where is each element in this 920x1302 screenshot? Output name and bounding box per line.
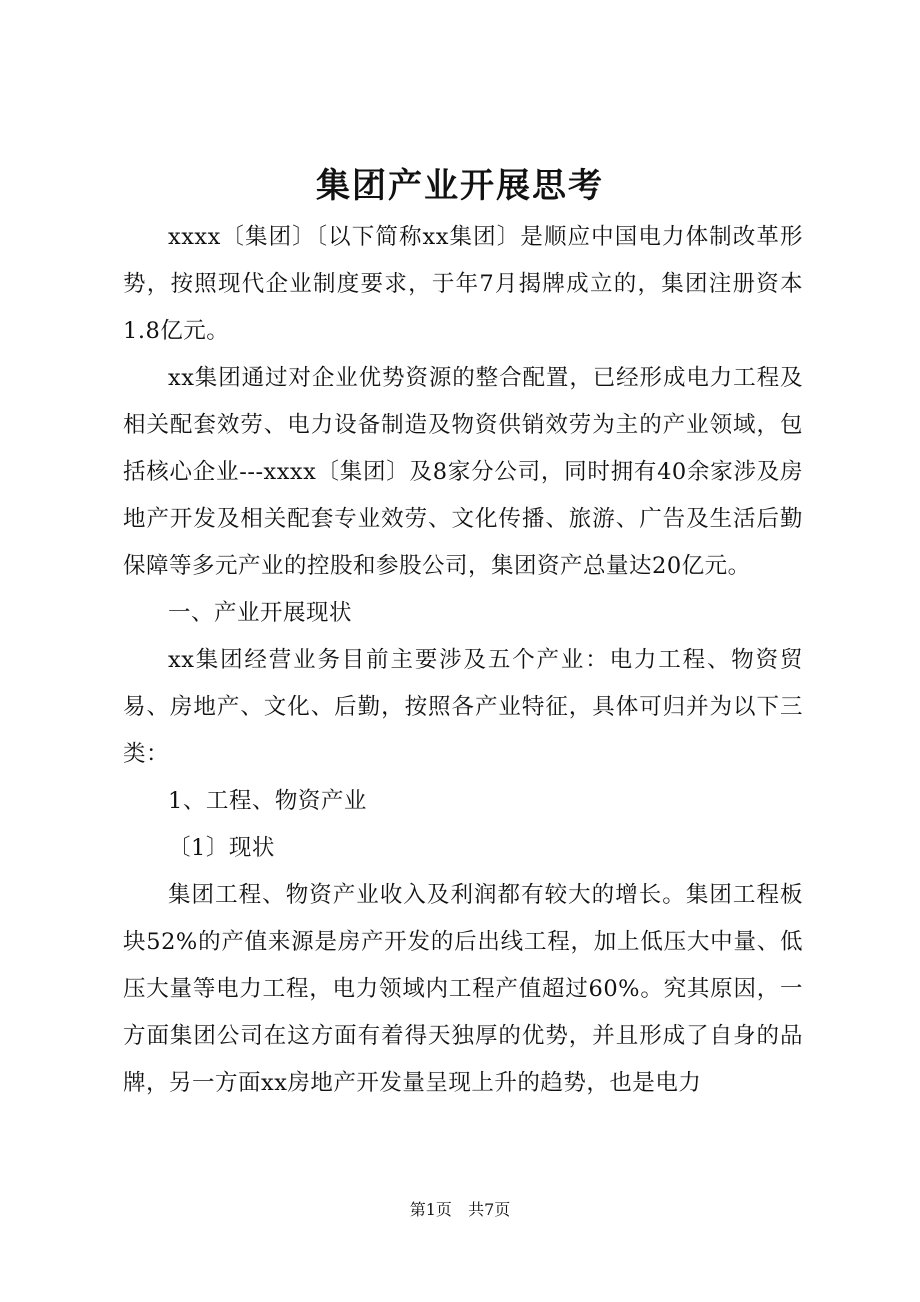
section-heading: 一、产业开展现状 [168,600,353,626]
subsection-heading: 1、工程、物资产业 [168,788,367,814]
document-title: 集团产业开展思考 [316,166,604,206]
page-total: 7 [484,1200,495,1219]
section-paragraph: xx集团经营业务目前主要涉及五个产业：电力工程、物资贸易、房地产、文化、后勤，按照各产业特征，具体可归并为以下三类： [123,647,803,767]
page-label-prefix: 第 [409,1200,426,1219]
overview-paragraph: xx集团通过对企业优势资源的整合配置，已经形成电力工程及相关配套效劳、电力设备制造及物资供销效劳为主的产业领域，包括核心企业---xxxx〔集团〕及8家分公司，同时拥有40余家涉及房地产开发及相关配套专业效劳、文化传播、旅游、广告及生活后勤保障等多元产业的控股和参股公司，集团资产总量达20亿元。 [123,365,803,579]
subsubsection-heading: 〔1〕现状 [168,835,275,861]
total-label-prefix: 共 [468,1200,485,1219]
intro-paragraph: xxxx〔集团〕〔以下简称xx集团〕是顺应中国电力体制改革形势，按照现代企业制度要求，于年7月揭牌成立的，集团注册资本1.8亿元。 [123,224,803,344]
total-label-suffix: 页 [494,1200,511,1219]
status-paragraph: 集团工程、物资产业收入及利润都有较大的增长。集团工程板块52%的产值来源是房产开发的后出线工程，加上低压大中量、低压大量等电力工程，电力领域内工程产值超过60%。究其原因，一方面集团公司在这方面有着得天独厚的优势，并且形成了自身的品牌，另一方面xx房地产开发量呈现上升的趋势，也是电力 [123,882,803,1096]
page-label-suffix: 页 [435,1200,452,1219]
document-body [123,214,803,1107]
page-footer [0,1198,920,1222]
page-number: 1 [425,1200,436,1219]
